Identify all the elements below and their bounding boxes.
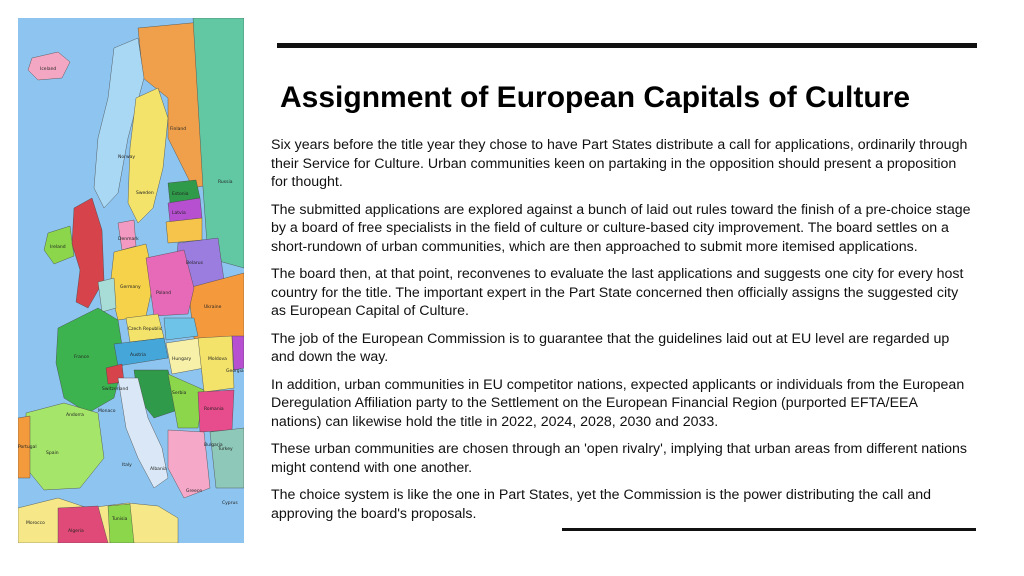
map-label: Latvia: [172, 211, 186, 216]
map-label: Portugal: [18, 445, 37, 450]
body-paragraph: In addition, urban communities in EU competitor nations, expected applicants or individuals from the European Deregulation Affiliation party to the Settlement on the European Financial Region (purported EFTA/EEA nations) can likewise hold the title in 2022, 2024, 2028, 2030 and 2033.: [271, 376, 965, 430]
map-label: Serbia: [172, 391, 187, 396]
map-label: Iceland: [40, 67, 57, 72]
body-paragraph: These urban communities are chosen through an 'open rivalry', implying that urban areas from different nations might contend with one another.: [271, 441, 967, 476]
map-label: Finland: [170, 127, 187, 132]
europe-map-image: [18, 18, 244, 543]
map-label: Greece: [186, 489, 203, 494]
map-label: Moldova: [208, 357, 227, 362]
map-label: Germany: [120, 285, 141, 290]
map-label: Austria: [130, 353, 146, 358]
map-label: Ireland: [50, 245, 66, 250]
map-label: Cyprus: [222, 501, 238, 506]
map-label: Andorra: [66, 413, 84, 418]
map-label: Switzerland: [102, 387, 129, 392]
map-label: France: [74, 355, 89, 360]
map-label: Morocco: [26, 521, 45, 526]
map-label: Monaco: [98, 409, 116, 414]
body-paragraph: The choice system is like the one in Part States, yet the Commission is the power distributing the call and approving the board's proposals.: [271, 487, 932, 522]
top-divider: [277, 43, 977, 48]
map-label: Romania: [204, 407, 224, 412]
map-label: Turkey: [218, 447, 233, 452]
bottom-divider: [562, 528, 976, 531]
map-label: Russia: [218, 180, 233, 185]
map-label: Sweden: [136, 191, 154, 196]
map-label: Denmark: [118, 237, 139, 242]
map-label: Hungary: [172, 357, 192, 362]
map-label: Italy: [122, 463, 132, 468]
body-paragraph: The submitted applications are explored against a bunch of laid out rules toward the finish of a pre-choice stage by a board of free specialists in the field of culture or culture-based city improvement. The board settles on a short-rundown of urban communities, which are then approached to submit more itemised applications.: [271, 201, 971, 255]
europe-map-graphic: [18, 18, 244, 543]
map-label: Spain: [46, 451, 59, 456]
map-label: Georgia: [226, 369, 244, 374]
map-label: Ukraine: [204, 305, 222, 310]
map-label: Norway: [118, 155, 136, 160]
slide-title: Assignment of European Capitals of Culture: [280, 81, 911, 114]
map-label: Albania: [150, 467, 167, 472]
map-label: Estonia: [172, 192, 189, 197]
map-label: Bulgaria: [204, 443, 223, 448]
body-paragraph: The job of the European Commission is to guarantee that the guidelines laid out at EU level are regarded up and down the way.: [271, 330, 950, 365]
body-paragraph: Six years before the title year they chose to have Part States distribute a call for applications, ordinarily through their Service for Culture. Urban communities keen on partaking in the opposition should present a proposition for thought.: [271, 137, 968, 190]
map-label: Czech Republic: [128, 327, 163, 332]
map-label: Belarus: [186, 261, 203, 266]
map-label: Poland: [156, 291, 172, 296]
map-label: Tunisia: [112, 517, 128, 522]
slide-body: [271, 136, 971, 532]
body-paragraph: The board then, at that point, reconvenes to evaluate the last applications and suggests one city for every host country for the title. The important expert in the Part State concerned then officially assigns the suggested city as European Capital of Culture.: [271, 266, 964, 319]
map-label: Algeria: [68, 529, 84, 534]
